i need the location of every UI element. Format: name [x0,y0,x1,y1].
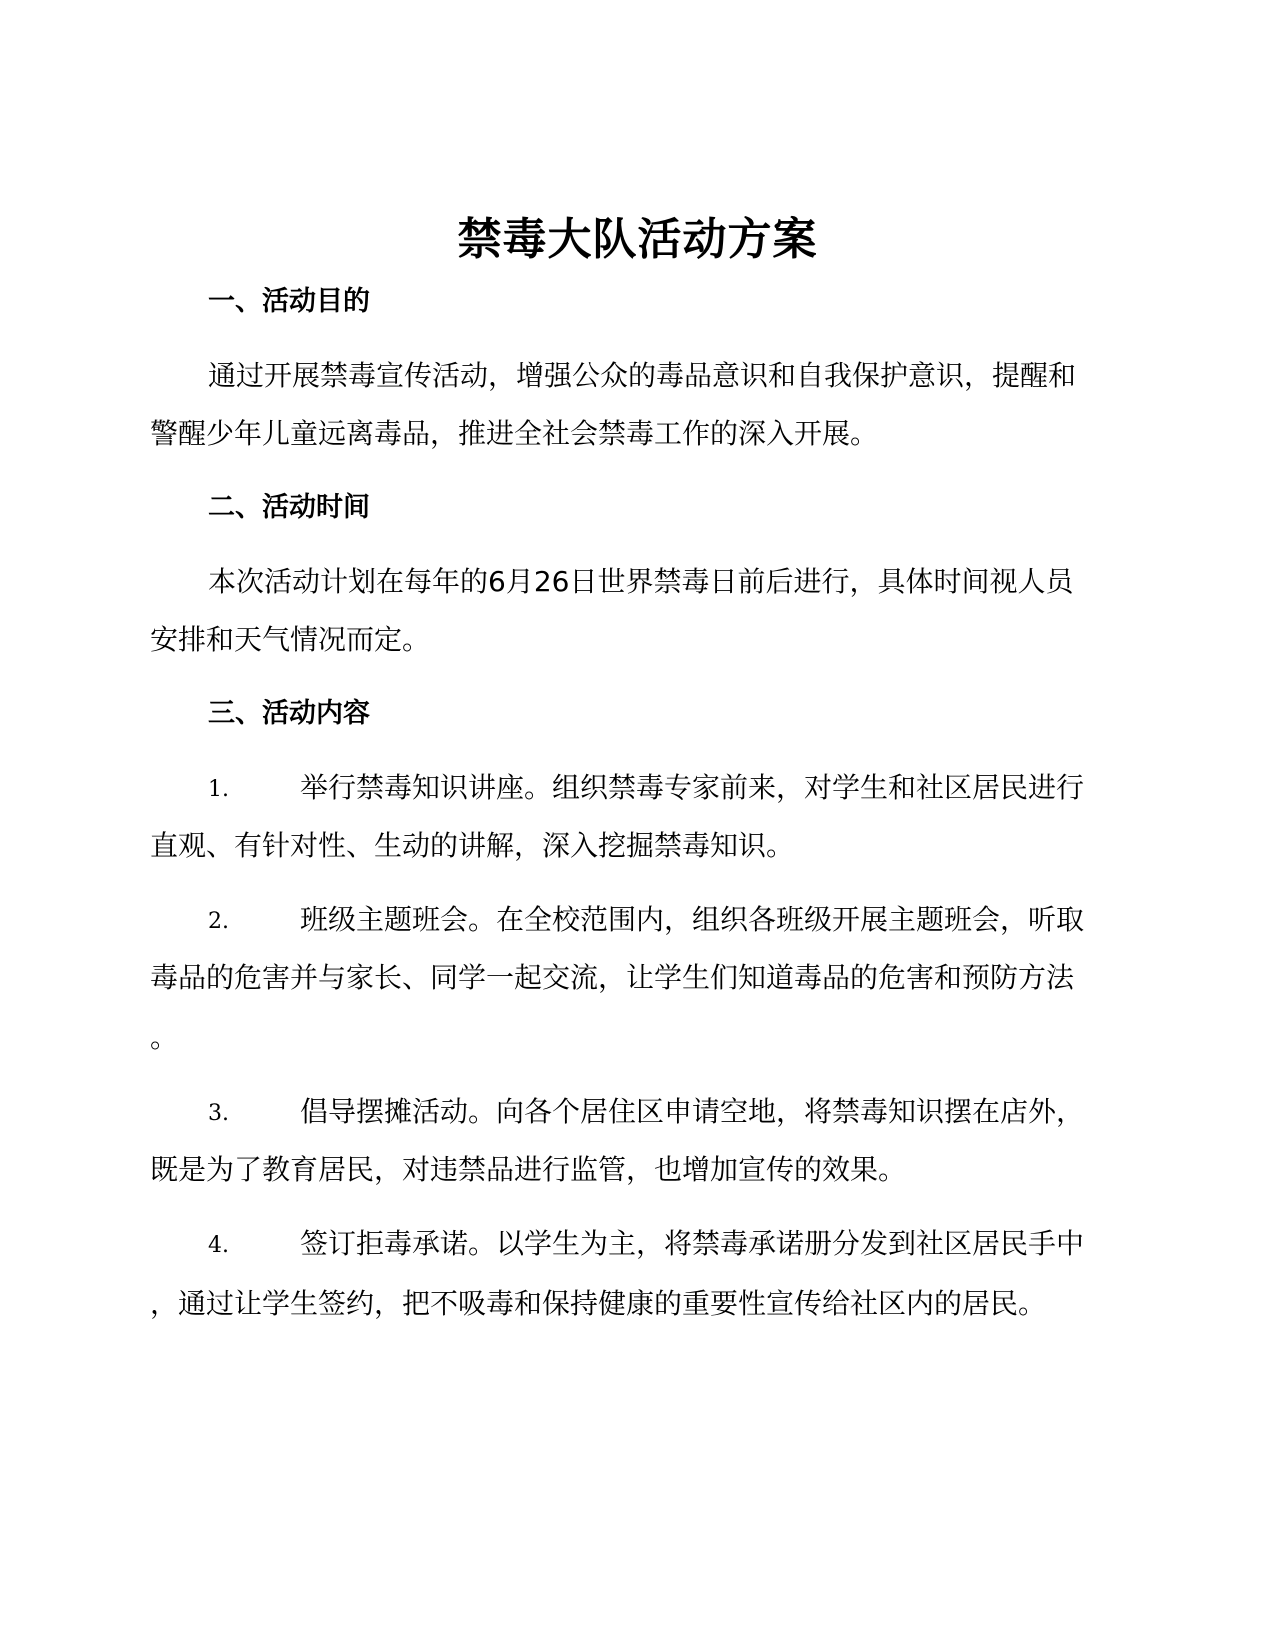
list-item-line: 。 [150,1021,179,1054]
paragraph-line: 本次活动计划在每年的6月26日世界禁毒日前后进行，具体时间视人员 [208,565,1074,598]
section-heading-time: 二、活动时间 [208,492,370,523]
paragraph-line: 警醒少年儿童远离毒品，推进全社会禁毒工作的深入开展。 [150,417,879,450]
list-item-line: 直观、有针对性、生动的讲解，深入挖掘禁毒知识。 [150,829,795,862]
list-item-number: 1. [208,777,229,802]
section-heading-purpose: 一、活动目的 [208,286,370,317]
list-item-line: 既是为了教育居民，对违禁品进行监管，也增加宣传的效果。 [150,1153,907,1186]
list-item-line: 签订拒毒承诺。以学生为主，将禁毒承诺册分发到社区居民手中 [300,1227,1085,1260]
list-item-line: ，通过让学生签约，把不吸毒和保持健康的重要性宣传给社区内的居民。 [150,1287,1047,1320]
list-item-number: 4. [208,1233,229,1258]
list-item-line: 倡导摆摊活动。向各个居住区申请空地，将禁毒知识摆在店外， [300,1095,1085,1128]
paragraph-line: 通过开展禁毒宣传活动，增强公众的毒品意识和自我保护意识，提醒和 [208,359,1077,392]
list-item-number: 2. [208,909,229,934]
list-item-line: 班级主题班会。在全校范围内，组织各班级开展主题班会，听取 [300,903,1085,936]
list-item-line: 举行禁毒知识讲座。组织禁毒专家前来，对学生和社区居民进行 [300,771,1085,804]
section-heading-content: 三、活动内容 [208,698,370,729]
paragraph-line: 安排和天气情况而定。 [150,623,431,656]
list-item-line: 毒品的危害并与家长、同学一起交流，让学生们知道毒品的危害和预防方法 [150,961,1075,994]
list-item-number: 3. [208,1101,229,1126]
document-title: 禁毒大队活动方案 [457,214,818,265]
